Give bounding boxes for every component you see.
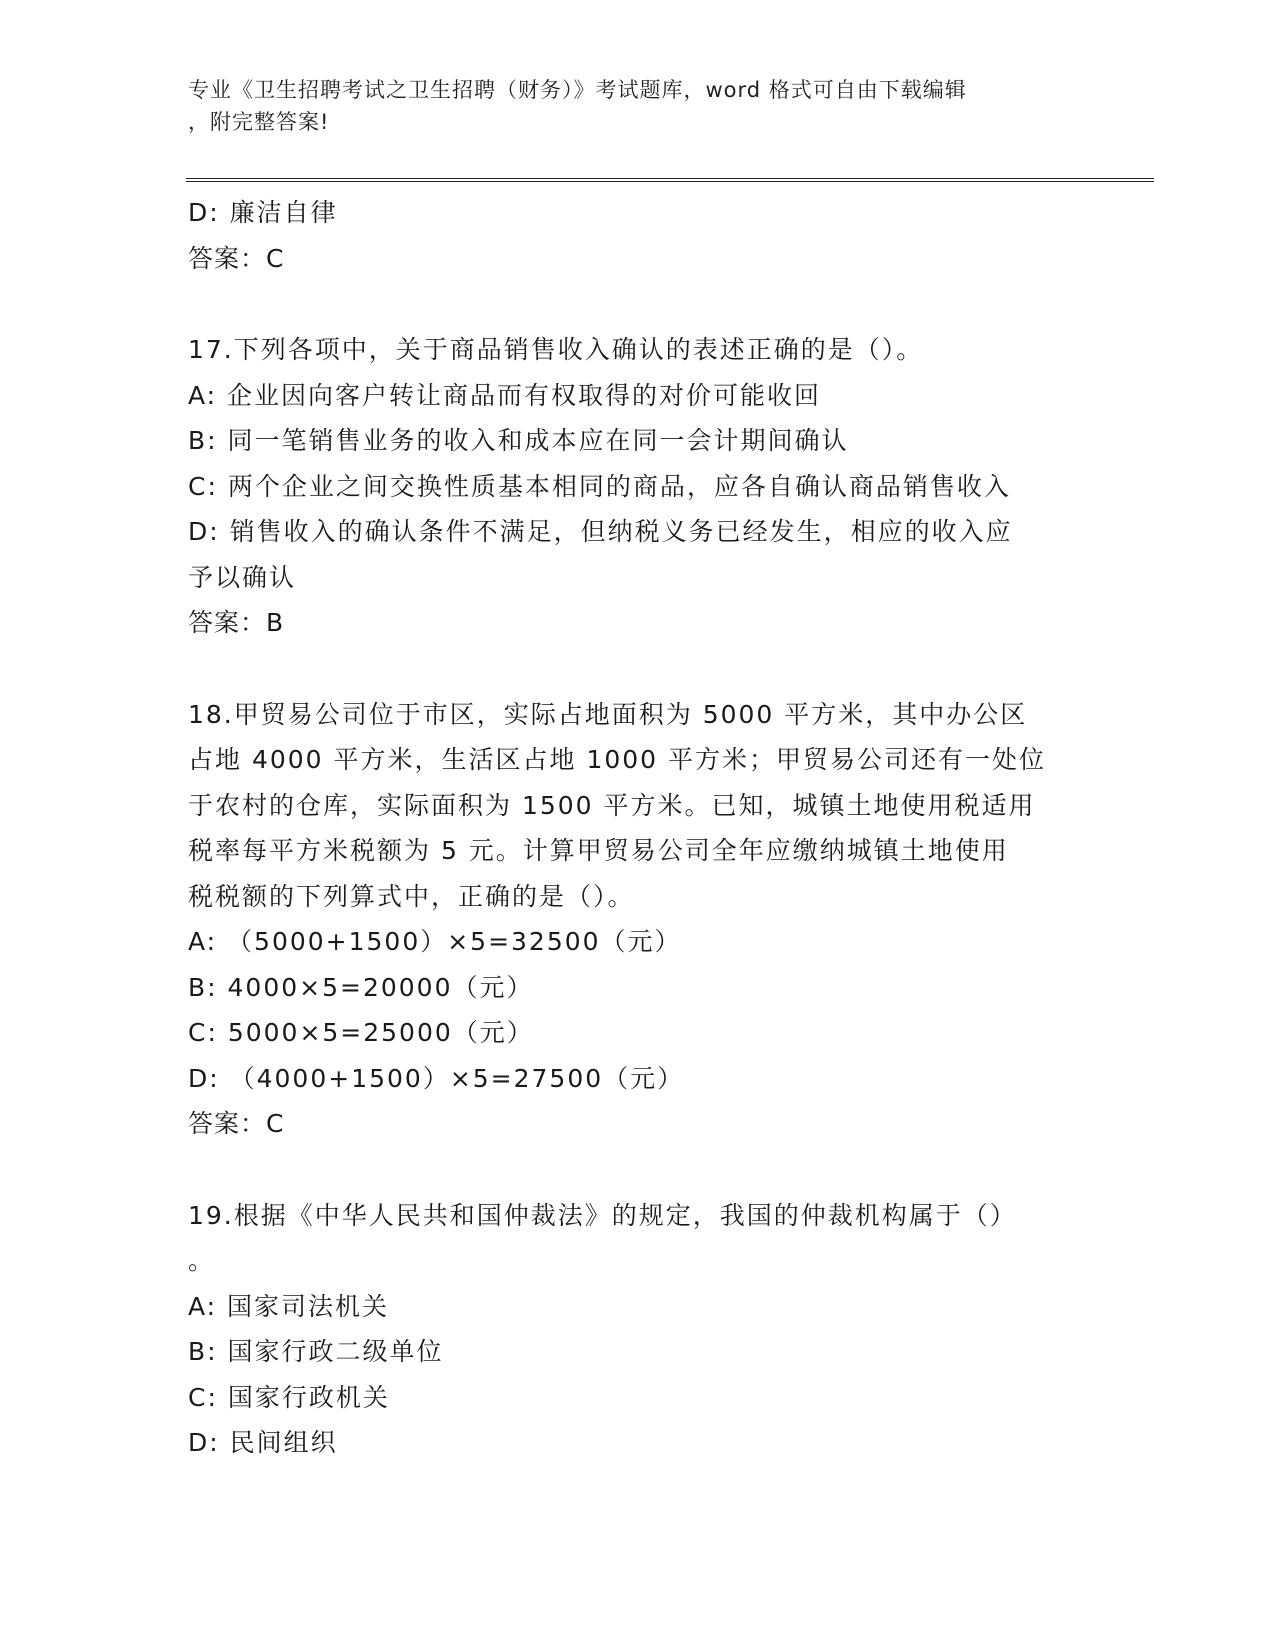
spacer <box>188 1147 1088 1193</box>
spacer <box>188 646 1088 692</box>
option-c: C: 国家行政机关 <box>188 1382 390 1412</box>
option-d: D: （4000+1500）×5=27500（元） <box>188 1063 685 1093</box>
question-text: 于农村的仓库，实际面积为 1500 平方米。已知，城镇土地使用税适用 <box>188 790 1036 820</box>
answer-line: 答案：C <box>188 1109 285 1138</box>
question-content <box>188 190 1088 1466</box>
option-c: C: 5000×5=25000（元） <box>188 1018 534 1047</box>
option-b: B: 国家行政二级单位 <box>188 1337 444 1366</box>
option-b: B: 同一笔销售业务的收入和成本应在同一会计期间确认 <box>188 426 849 455</box>
question-text: 17.下列各项中，关于商品销售收入确认的表述正确的是（）。 <box>188 335 924 364</box>
option-a: A: 企业因向客户转让商品而有权取得的对价可能收回 <box>188 380 822 410</box>
option-d: D: 廉洁自律 <box>188 198 338 227</box>
option-c: C: 两个企业之间交换性质基本相同的商品，应各自确认商品销售收入 <box>188 471 1011 501</box>
question-text: 。 <box>188 1246 216 1275</box>
question-17 <box>188 327 1088 646</box>
spacer <box>188 281 1088 327</box>
option-d-continued: 予以确认 <box>188 562 297 592</box>
question-18 <box>188 692 1088 1147</box>
answer-line: 答案：B <box>188 608 285 637</box>
question-text: 占地 4000 平方米，生活区占地 1000 平方米；甲贸易公司还有一处位 <box>188 745 1047 774</box>
option-a: A: （5000+1500）×5=32500（元） <box>188 927 682 956</box>
header-line-1: 专业《卫生招聘考试之卫生招聘（财务）》考试题库，word 格式可自由下载编辑 <box>188 78 967 102</box>
question-19 <box>188 1193 1088 1466</box>
page-header <box>188 74 1088 138</box>
header-divider <box>186 178 1154 182</box>
answer-line: 答案：C <box>188 243 285 273</box>
prev-question-tail <box>188 190 1088 281</box>
option-d: D: 销售收入的确认条件不满足，但纳税义务已经发生，相应的收入应 <box>188 517 1013 546</box>
question-text: 税率每平方米税额为 5 元。计算甲贸易公司全年应缴纳城镇土地使用 <box>188 836 1009 865</box>
option-b: B: 4000×5=20000（元） <box>188 972 534 1002</box>
option-a: A: 国家司法机关 <box>188 1291 390 1321</box>
option-d: D: 民间组织 <box>188 1428 338 1457</box>
question-text: 税税额的下列算式中，正确的是（）。 <box>188 881 635 911</box>
header-line-2: ，附完整答案! <box>188 110 330 134</box>
question-text: 18.甲贸易公司位于市区，实际占地面积为 5000 平方米，其中办公区 <box>188 699 1028 729</box>
question-text: 19.根据《中华人民共和国仲裁法》的规定，我国的仲裁机构属于（） <box>188 1200 1017 1230</box>
